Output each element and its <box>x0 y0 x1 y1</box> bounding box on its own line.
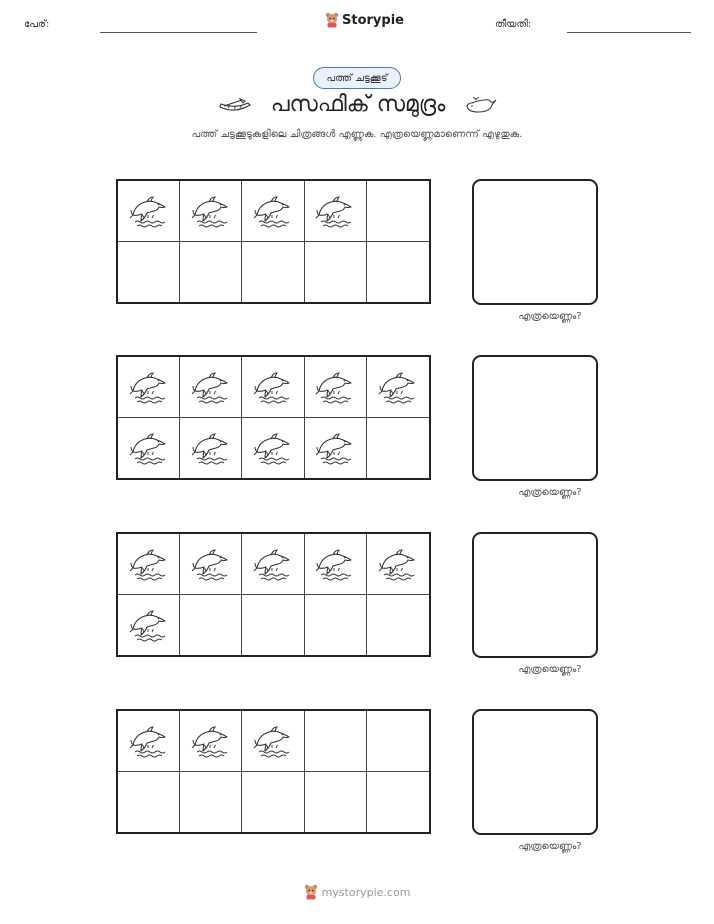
bear-logo-icon <box>304 884 318 900</box>
ten-frame-cell <box>242 534 304 595</box>
dolphin-icon <box>129 544 169 584</box>
name-label: പേര്: <box>24 19 50 30</box>
ten-frame-cell <box>180 595 242 656</box>
ten-frame-cell <box>242 418 304 479</box>
ten-frame-cell <box>118 595 180 656</box>
ten-frame-cell <box>305 711 367 772</box>
answer-box[interactable] <box>472 532 598 658</box>
ten-frame-cell <box>118 181 180 242</box>
ten-frame-cell <box>305 772 367 833</box>
ten-frame-cell <box>180 772 242 833</box>
how-many-label: എത്രയെണ്ണം? <box>518 664 582 675</box>
worksheet-type-badge: പത്ത് ചട്ടക്കൂട് <box>313 67 401 89</box>
ten-frame-cell <box>242 772 304 833</box>
ten-frame-cell <box>305 357 367 418</box>
footer <box>0 884 714 900</box>
ten-frame-cell <box>180 242 242 303</box>
worksheet-title: പസഫിക് സമുദ്രം <box>270 92 446 117</box>
ten-frame-cell <box>180 534 242 595</box>
ten-frame-cell <box>367 418 429 479</box>
dolphin-icon <box>315 191 355 231</box>
ten-frame <box>116 709 431 834</box>
dolphin-icon <box>253 367 293 407</box>
dolphin-icon <box>378 367 418 407</box>
ten-frame-cell <box>367 242 429 303</box>
instructions: പത്ത് ചട്ടക്കൂടുകളിലെ ചിത്രങ്ങൾ എണ്ണുക. എത്രയെണ്ണമാണെന്ന് എഴുതുക. <box>191 129 523 140</box>
dolphin-icon <box>129 721 169 761</box>
dolphin-icon <box>191 721 231 761</box>
ten-frame-cell <box>305 418 367 479</box>
brand-logo <box>325 12 404 28</box>
how-many-label: എത്രയെണ്ണം? <box>518 841 582 852</box>
bear-logo-icon <box>325 12 339 28</box>
ten-frame-cell <box>118 711 180 772</box>
ten-frame-cell <box>305 534 367 595</box>
name-field[interactable] <box>100 32 257 33</box>
dolphin-icon <box>191 428 231 468</box>
ten-frame-cell <box>305 181 367 242</box>
ten-frame-cell <box>242 357 304 418</box>
ten-frame-cell <box>242 711 304 772</box>
dolphin-icon <box>191 544 231 584</box>
dolphin-icon <box>378 544 418 584</box>
dolphin-icon <box>191 367 231 407</box>
ten-frame-cell <box>118 418 180 479</box>
dolphin-icon <box>191 191 231 231</box>
dolphin-icon <box>253 428 293 468</box>
ten-frame-cell <box>180 711 242 772</box>
how-many-label: എത്രയെണ്ണം? <box>518 487 582 498</box>
ten-frame-cell <box>305 242 367 303</box>
how-many-label: എത്രയെണ്ണം? <box>518 311 582 322</box>
dolphin-icon <box>315 428 355 468</box>
dolphin-icon <box>253 191 293 231</box>
dolphin-icon <box>129 367 169 407</box>
ten-frame-cell <box>180 357 242 418</box>
dolphin-icon <box>129 191 169 231</box>
date-field[interactable] <box>567 32 691 33</box>
dolphin-icon <box>253 721 293 761</box>
ten-frame-cell <box>118 772 180 833</box>
canoe-icon <box>218 97 252 115</box>
answer-box[interactable] <box>472 709 598 835</box>
ten-frame-cell <box>180 418 242 479</box>
ten-frame-cell <box>305 595 367 656</box>
ten-frame-cell <box>367 181 429 242</box>
ten-frame-cell <box>367 711 429 772</box>
ten-frame-cell <box>367 595 429 656</box>
ten-frame-cell <box>242 181 304 242</box>
ten-frame-cell <box>367 534 429 595</box>
ten-frame <box>116 532 431 657</box>
date-label: തീയതി: <box>495 19 532 30</box>
answer-box[interactable] <box>472 179 598 305</box>
ten-frame <box>116 355 431 480</box>
ten-frame-cell <box>180 181 242 242</box>
ten-frame <box>116 179 431 304</box>
dolphin-icon <box>315 544 355 584</box>
ten-frame-cell <box>118 357 180 418</box>
dolphin-icon <box>315 367 355 407</box>
brand-name: Storypie <box>342 12 404 28</box>
ten-frame-cell <box>242 242 304 303</box>
ten-frame-cell <box>367 357 429 418</box>
ten-frame-cell <box>367 772 429 833</box>
dolphin-icon <box>129 605 169 645</box>
ten-frame-cell <box>118 534 180 595</box>
dolphin-icon <box>253 544 293 584</box>
dolphin-icon <box>129 428 169 468</box>
ten-frame-cell <box>242 595 304 656</box>
whale-icon <box>464 96 498 116</box>
footer-url: mystorypie.com <box>321 885 411 899</box>
answer-box[interactable] <box>472 355 598 481</box>
ten-frame-cell <box>118 242 180 303</box>
